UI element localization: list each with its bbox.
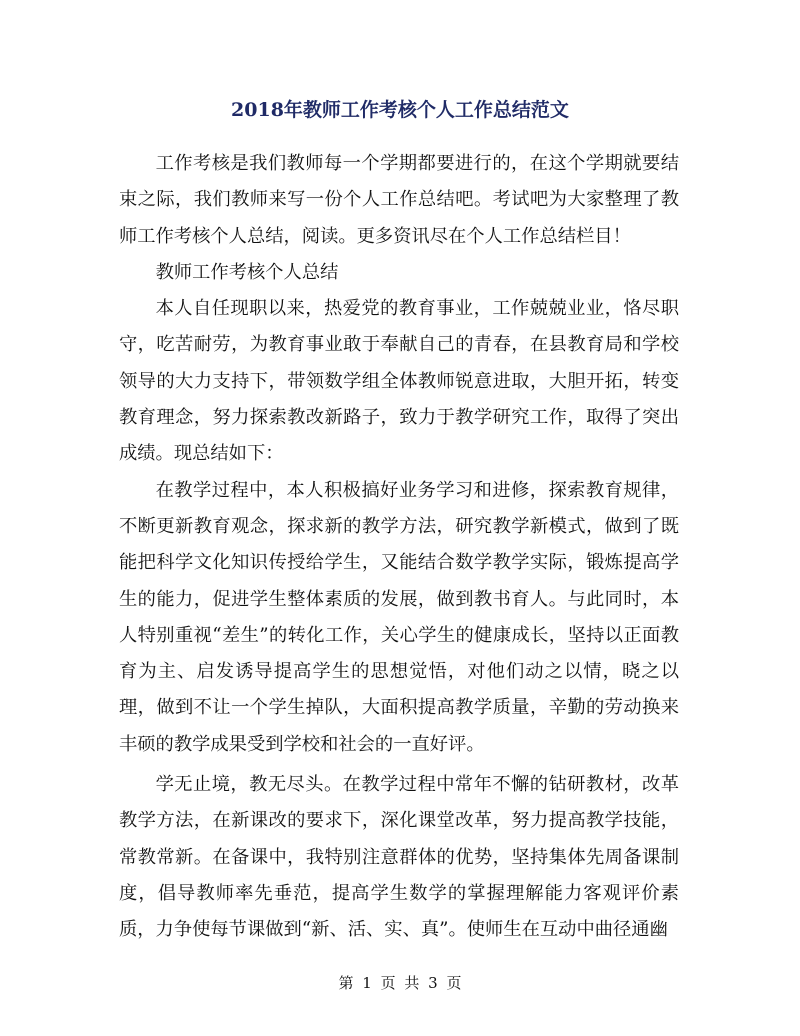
paragraph-2: 在教学过程中，本人积极搞好业务学习和进修，探索教育规律，不断更新教育观念，探求新的教学方法，研究教学新模式，做到了既能把科学文化知识传授给学生，又能结合数学教学实际，锻炼提高学生的能力，促进学生整体素质的发展，做到教书育人。与此同时，本人特别重视“差生”的转化工作，关心学生的健康成长，坚持以正面教育为主、启发诱导提高学生的思想觉悟，对他们动之以情，晓之以理，做到不让一个学生掉队，大面积提高教学质量，辛勤的劳动换来丰硕的教学成果受到学校和社会的一直好评。: [119, 479, 679, 755]
paragraph-1: 本人自任现职以来，热爱党的教育事业，工作兢兢业业，恪尽职守，吃苦耐劳，为教育事业敢于奉献自己的青春，在县教育局和学校领导的大力支持下，带领数学组全体教师锐意进取，大胆开拓，转变教育理念，努力探索教改新路子，致力于教学研究工作，取得了突出成绩。现总结如下：: [119, 298, 679, 465]
paragraph-3: 学无止境，教无尽头。在教学过程中常年不懈的钻研教材，改革教学方法，在新课改的要求下，深化课堂改革，努力提高教学技能，常教常新。在备课中，我特别注意群体的优势，坚持集体先周备课制度，倡导教师率先垂范，提高学生数学的掌握理解能力客观评价素质，力争使每节课做到“新、活、实、真”。使师生在互动中曲径通幽: [119, 774, 679, 941]
paragraph-intro: 工作考核是我们教师每一个学期都要进行的，在这个学期就要结束之际，我们教师来写一份个人工作总结吧。考试吧为大家整理了教师工作考核个人总结，阅读。更多资讯尽在个人工作总结栏目！: [119, 153, 679, 247]
page-footer: 第 1 页 共 3 页: [338, 974, 462, 992]
paragraph-subtitle: 教师工作考核个人总结: [155, 261, 339, 283]
document-title: 2018年教师工作考核个人工作总结范文: [231, 99, 569, 121]
document-body: [119, 146, 679, 949]
